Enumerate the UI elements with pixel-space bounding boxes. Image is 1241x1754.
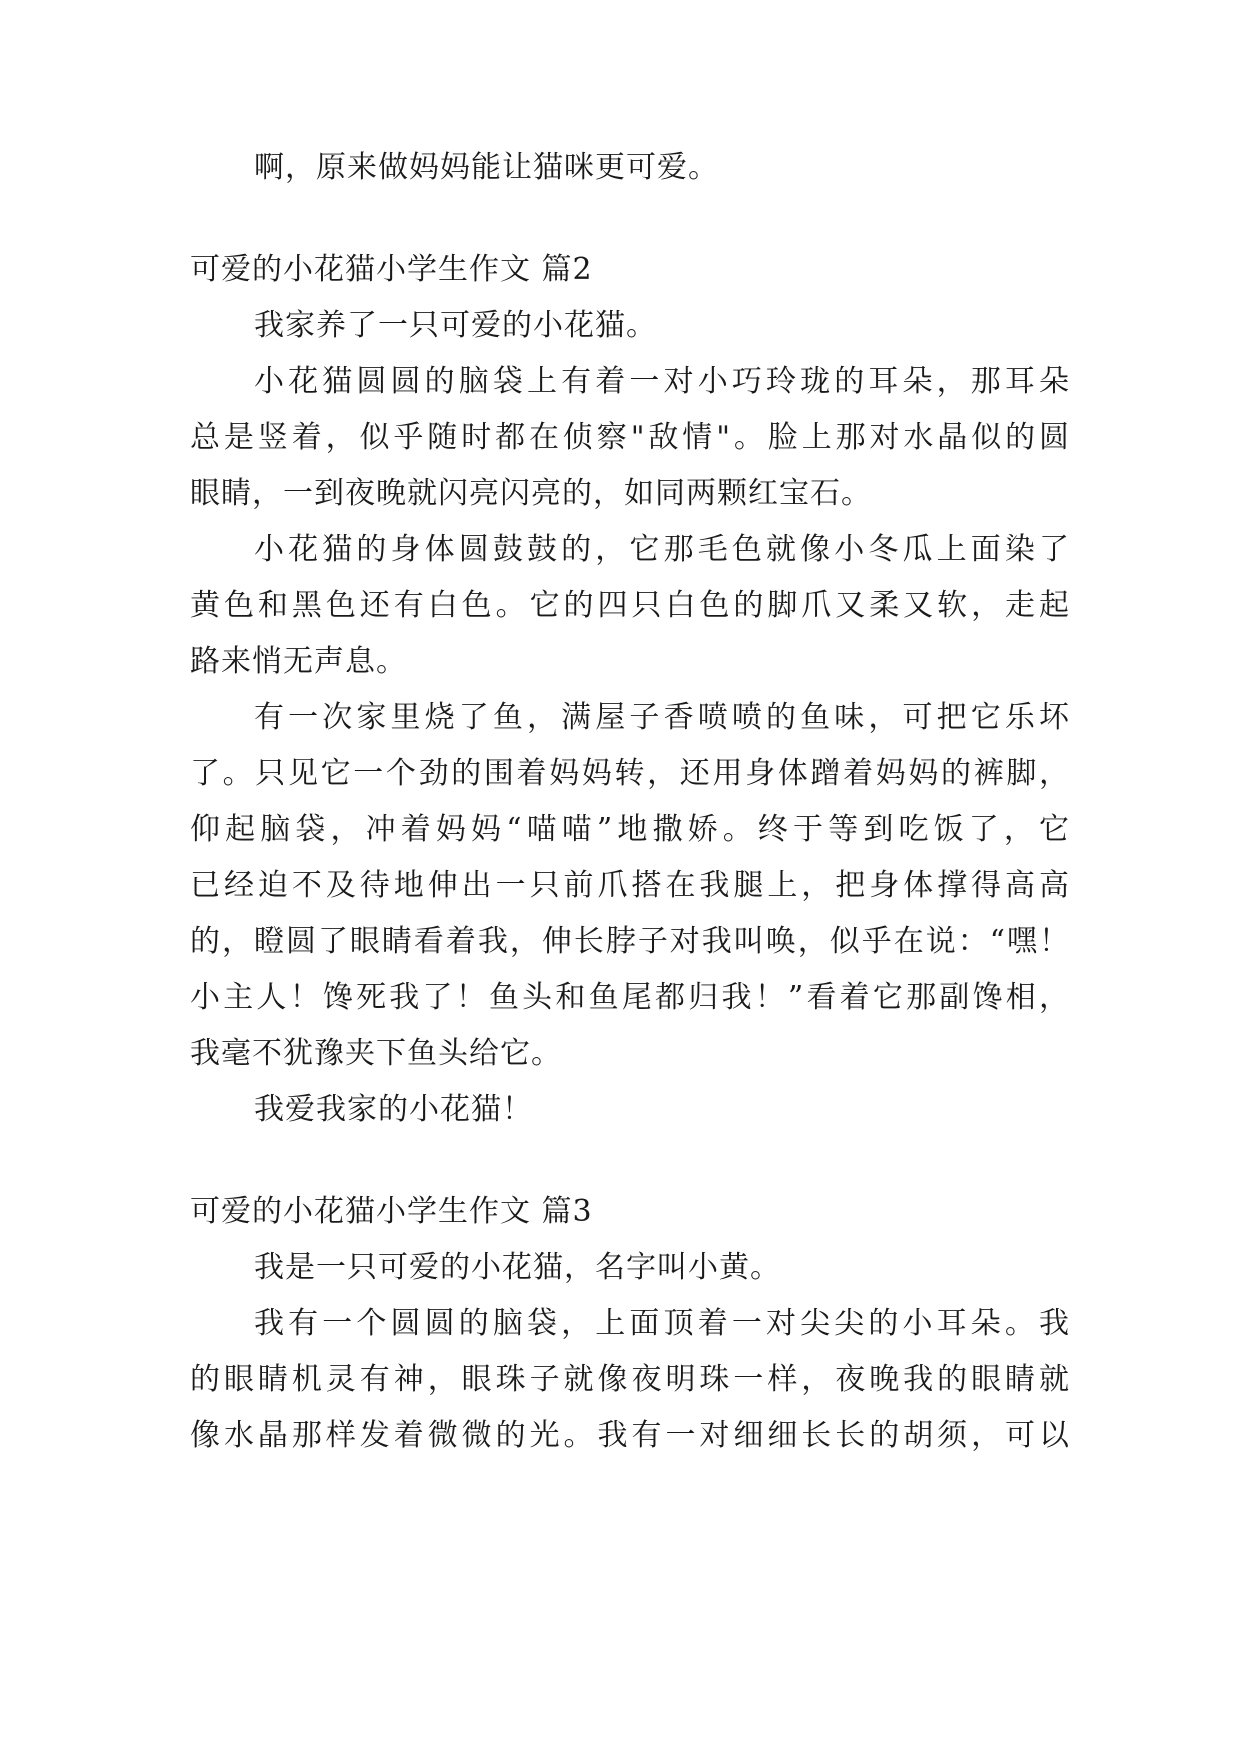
paragraph-line: 已经迫不及待地伸出一只前爪搭在我腿上，把身体撑得高高: [190, 868, 1070, 903]
paragraph-line: 我有一个圆圆的脑袋，上面顶着一对尖尖的小耳朵。我: [254, 1306, 1070, 1341]
paragraph-line: 眼睛，一到夜晚就闪亮闪亮的，如同两颗红宝石。: [190, 476, 872, 511]
paragraph-line: 了。只见它一个劲的围着妈妈转，还用身体蹭着妈妈的裤脚，: [190, 756, 1070, 791]
paragraph-line: 的，瞪圆了眼睛看着我，伸长脖子对我叫唤，似乎在说：“嘿！: [190, 924, 1070, 959]
paragraph-line: 路来悄无声息。: [190, 644, 407, 679]
paragraph-line: 我家养了一只可爱的小花猫。: [254, 308, 657, 343]
paragraph-line: 的眼睛机灵有神，眼珠子就像夜明珠一样，夜晚我的眼睛就: [190, 1362, 1070, 1397]
section-heading-3: 可爱的小花猫小学生作文 篇3: [190, 1194, 593, 1229]
paragraph-line: 我毫不犹豫夹下鱼头给它。: [190, 1036, 562, 1071]
paragraph-line: 小花猫圆圆的脑袋上有着一对小巧玲珑的耳朵，那耳朵: [254, 364, 1070, 399]
paragraph-line: 仰起脑袋，冲着妈妈“喵喵”地撒娇。终于等到吃饭了，它: [190, 812, 1070, 847]
paragraph-line: 啊，原来做妈妈能让猫咪更可爱。: [254, 150, 719, 185]
paragraph-line: 小主人！馋死我了！鱼头和鱼尾都归我！”看着它那副馋相，: [190, 980, 1070, 1015]
paragraph-line: 我是一只可爱的小花猫，名字叫小黄。: [254, 1250, 781, 1285]
paragraph-line: 有一次家里烧了鱼，满屋子香喷喷的鱼味，可把它乐坏: [254, 700, 1070, 735]
paragraph-line: 像水晶那样发着微微的光。我有一对细细长长的胡须，可以: [190, 1418, 1070, 1453]
paragraph-line: 小花猫的身体圆鼓鼓的，它那毛色就像小冬瓜上面染了: [254, 532, 1070, 567]
paragraph-line: 我爱我家的小花猫！: [254, 1092, 533, 1127]
paragraph-line: 总是竖着，似乎随时都在侦察"敌情"。脸上那对水晶似的圆: [190, 420, 1070, 455]
section-heading-2: 可爱的小花猫小学生作文 篇2: [190, 252, 593, 287]
paragraph-line: 黄色和黑色还有白色。它的四只白色的脚爪又柔又软，走起: [190, 588, 1070, 623]
